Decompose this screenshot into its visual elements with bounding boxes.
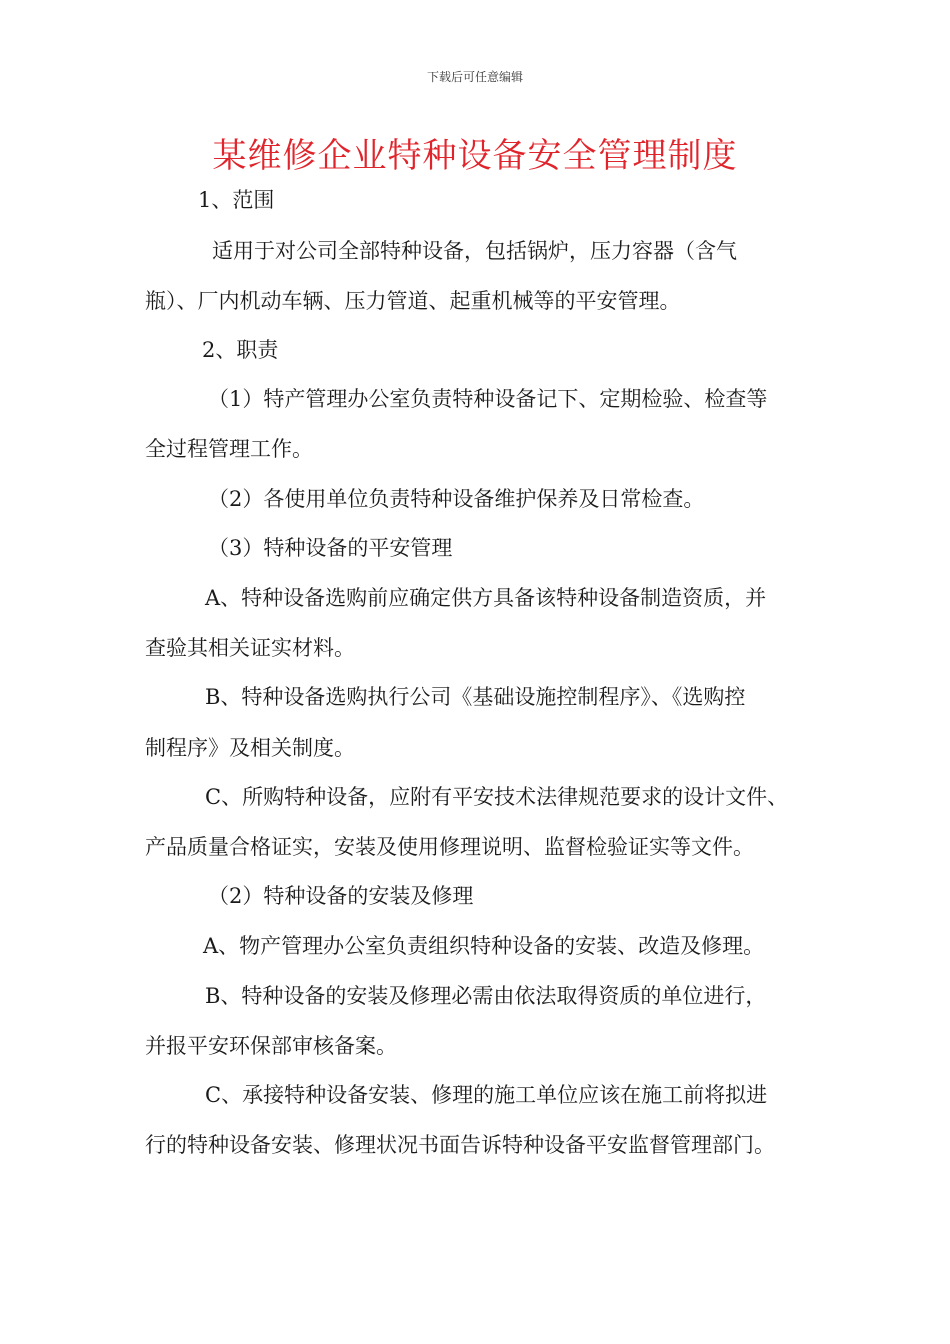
paragraph-line: A、特种设备选购前应确定供方具备该特种设备制造资质，并 bbox=[205, 586, 767, 610]
paragraph-line: （2）特种设备的安装及修理 bbox=[208, 884, 474, 908]
paragraph-line: 全过程管理工作。 bbox=[145, 437, 313, 461]
paragraph-line: （2）各使用单位负责特种设备维护保养及日常检查。 bbox=[208, 487, 705, 511]
paragraph-line: （3）特种设备的平安管理 bbox=[208, 536, 453, 560]
paragraph-line: 查验其相关证实材料。 bbox=[145, 636, 355, 660]
header-note: 下载后可任意编辑 bbox=[426, 70, 523, 84]
paragraph-line: 制程序》及相关制度。 bbox=[145, 736, 355, 760]
section-heading-scope: 1、范围 bbox=[198, 188, 275, 212]
paragraph-line: 产品质量合格证实，安装及使用修理说明、监督检验证实等文件。 bbox=[145, 835, 754, 859]
section-heading-duties: 2、职责 bbox=[202, 338, 279, 362]
paragraph-line: （1）特产管理办公室负责特种设备记下、定期检验、检查等 bbox=[208, 387, 768, 411]
paragraph-line: B、特种设备的安装及修理必需由依法取得资质的单位进行， bbox=[205, 984, 767, 1008]
paragraph-line: B、特种设备选购执行公司《基础设施控制程序》、《选购控 bbox=[205, 685, 746, 709]
paragraph-line: 行的特种设备安装、修理状况书面告诉特种设备平安监督管理部门。 bbox=[145, 1133, 775, 1157]
paragraph-line: C、承接特种设备安装、修理的施工单位应该在施工前将拟进 bbox=[205, 1083, 768, 1107]
paragraph-line: 适用于对公司全部特种设备，包括锅炉，压力容器（含气 bbox=[212, 239, 737, 263]
paragraph-line: 瓶）、厂内机动车辆、压力管道、起重机械等的平安管理。 bbox=[145, 289, 681, 313]
paragraph-line: C、所购特种设备，应附有平安技术法律规范要求的设计文件、 bbox=[205, 785, 789, 809]
paragraph-line: 并报平安环保部审核备案。 bbox=[145, 1034, 397, 1058]
paragraph-line: A、物产管理办公室负责组织特种设备的安装、改造及修理。 bbox=[203, 934, 765, 958]
document-title: 某维修企业特种设备安全管理制度 bbox=[212, 136, 738, 176]
